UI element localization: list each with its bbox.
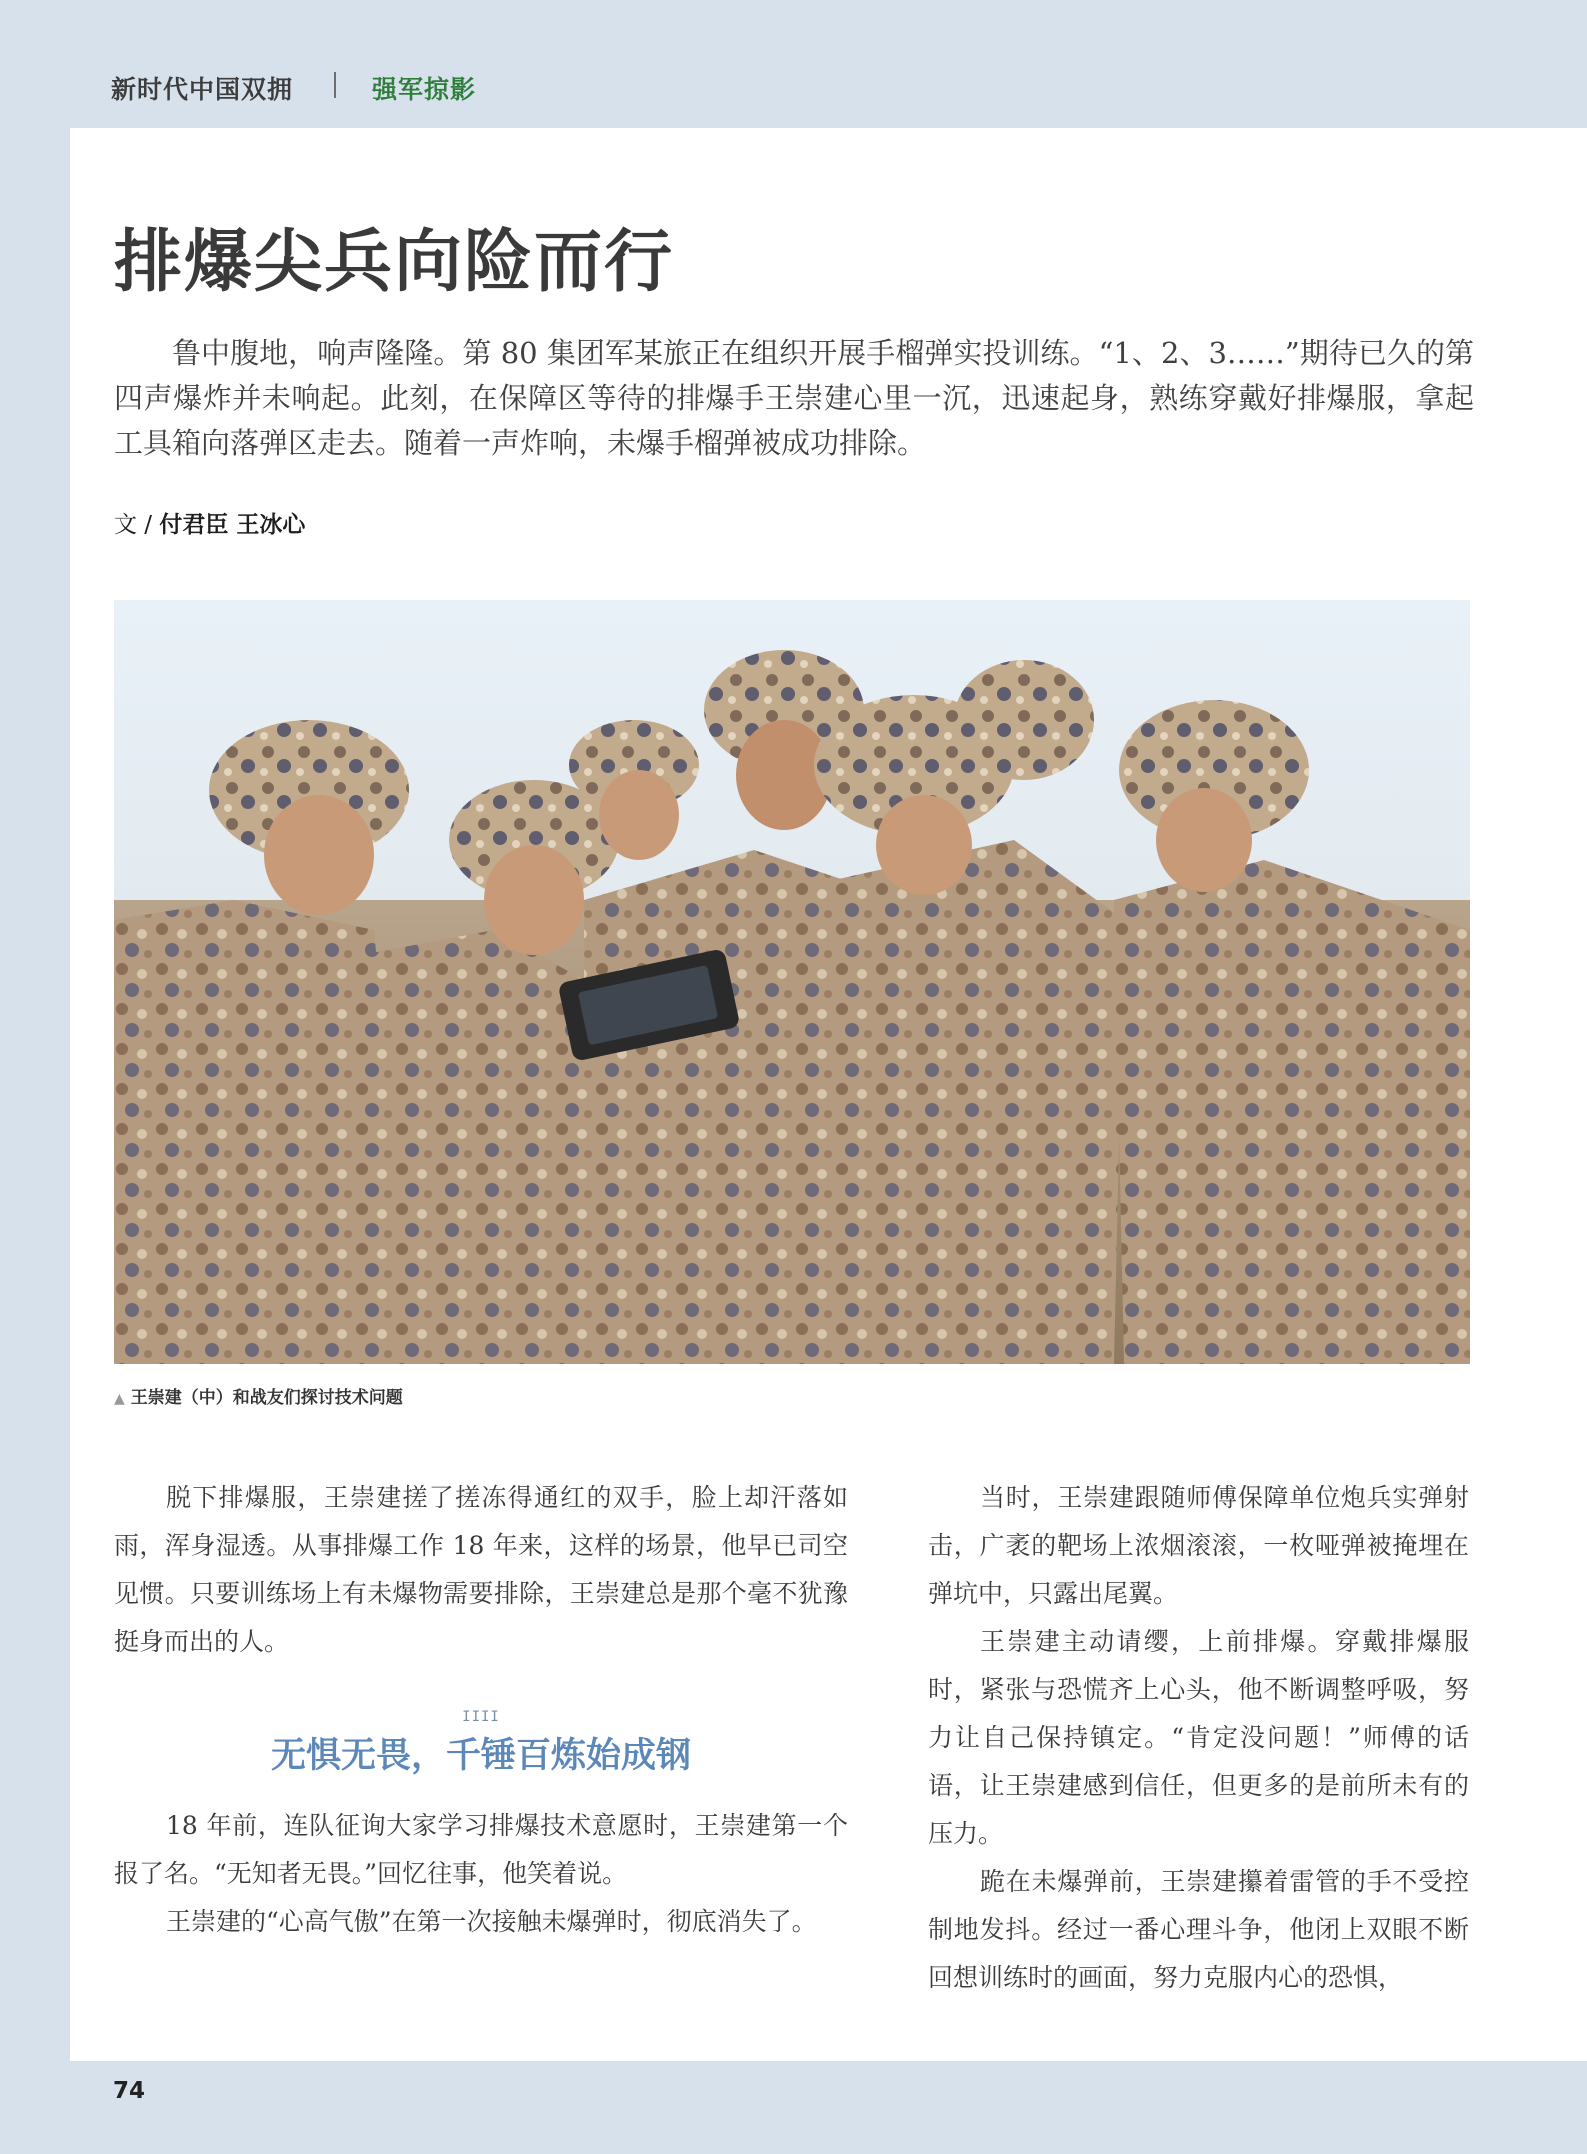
byline <box>114 506 305 539</box>
subheading-ornament: IIII <box>462 1709 500 1725</box>
header-divider <box>334 72 336 98</box>
article-lead: 鲁中腹地，响声隆隆。第 80 集团军某旅正在组织开展手榴弹实投训练。“1、2、3……”期待已久的第四声爆炸并未响起。此刻，在保障区等待的排爆手王崇建心里一沉，迅速起身，熟练穿戴好排爆服，拿起工具箱向落弹区走去。随着一声炸响，未爆手榴弹被成功排除。 <box>114 336 1474 460</box>
article-photo <box>114 600 1470 1364</box>
magazine-header <box>0 0 1587 128</box>
subheading: 无惧无畏，千锤百炼始成钢 <box>270 1736 691 1776</box>
column-name: 强军掠影 <box>372 75 477 104</box>
paragraph: 王崇建主动请缨，上前排爆。穿戴排爆服时，紧张与恐慌齐上心头，他不断调整呼吸，努力让自己保持镇定。“肯定没问题！”师傅的话语，让王崇建感到信任，但更多的是前所未有的压力。 <box>928 1627 1469 1848</box>
photo-caption-text: 王崇建（中）和战友们探讨技术问题 <box>130 1388 403 1408</box>
byline-authors: 付君臣 王冰心 <box>159 512 306 538</box>
paragraph: 当时，王崇建跟随师傅保障单位炮兵实弹射击，广袤的靶场上浓烟滚滚，一枚哑弹被掩埋在弹坑中，只露出尾翼。 <box>928 1483 1469 1608</box>
photo-caption <box>114 1383 403 1408</box>
subheading-block <box>114 1710 848 1778</box>
paragraph: 脱下排爆服，王崇建搓了搓冻得通红的双手，脸上却汗落如雨，浑身湿透。从事排爆工作 18 年来，这样的场景，他早已司空见惯。只要训练场上有未爆物需要排除，王崇建总是那个毫不犹豫挺身而出的人。 <box>114 1483 848 1656</box>
right-column <box>928 1474 1469 2002</box>
paragraph: 18 年前，连队征询大家学习排爆技术意愿时，王崇建第一个报了名。“无知者无畏。”回忆往事，他笑着说。 <box>114 1811 848 1888</box>
section-name: 新时代中国双拥 <box>111 75 294 104</box>
soldier-figures <box>114 650 1470 1364</box>
paragraph: 王崇建的“心高气傲”在第一次接触未爆弹时，彻底消失了。 <box>166 1907 817 1936</box>
article-title: 排爆尖兵向险而行 <box>114 223 675 302</box>
left-column <box>114 1474 848 1946</box>
article-page <box>70 128 1587 2061</box>
byline-prefix: 文 / <box>114 512 160 538</box>
paragraph: 跪在未爆弹前，王崇建攥着雷管的手不受控制地发抖。经过一番心理斗争，他闭上双眼不断回想训练时的画面，努力克服内心的恐惧， <box>928 1867 1469 1992</box>
caption-marker-icon: ▲ <box>114 1391 125 1407</box>
page-number: 74 <box>113 2078 146 2104</box>
